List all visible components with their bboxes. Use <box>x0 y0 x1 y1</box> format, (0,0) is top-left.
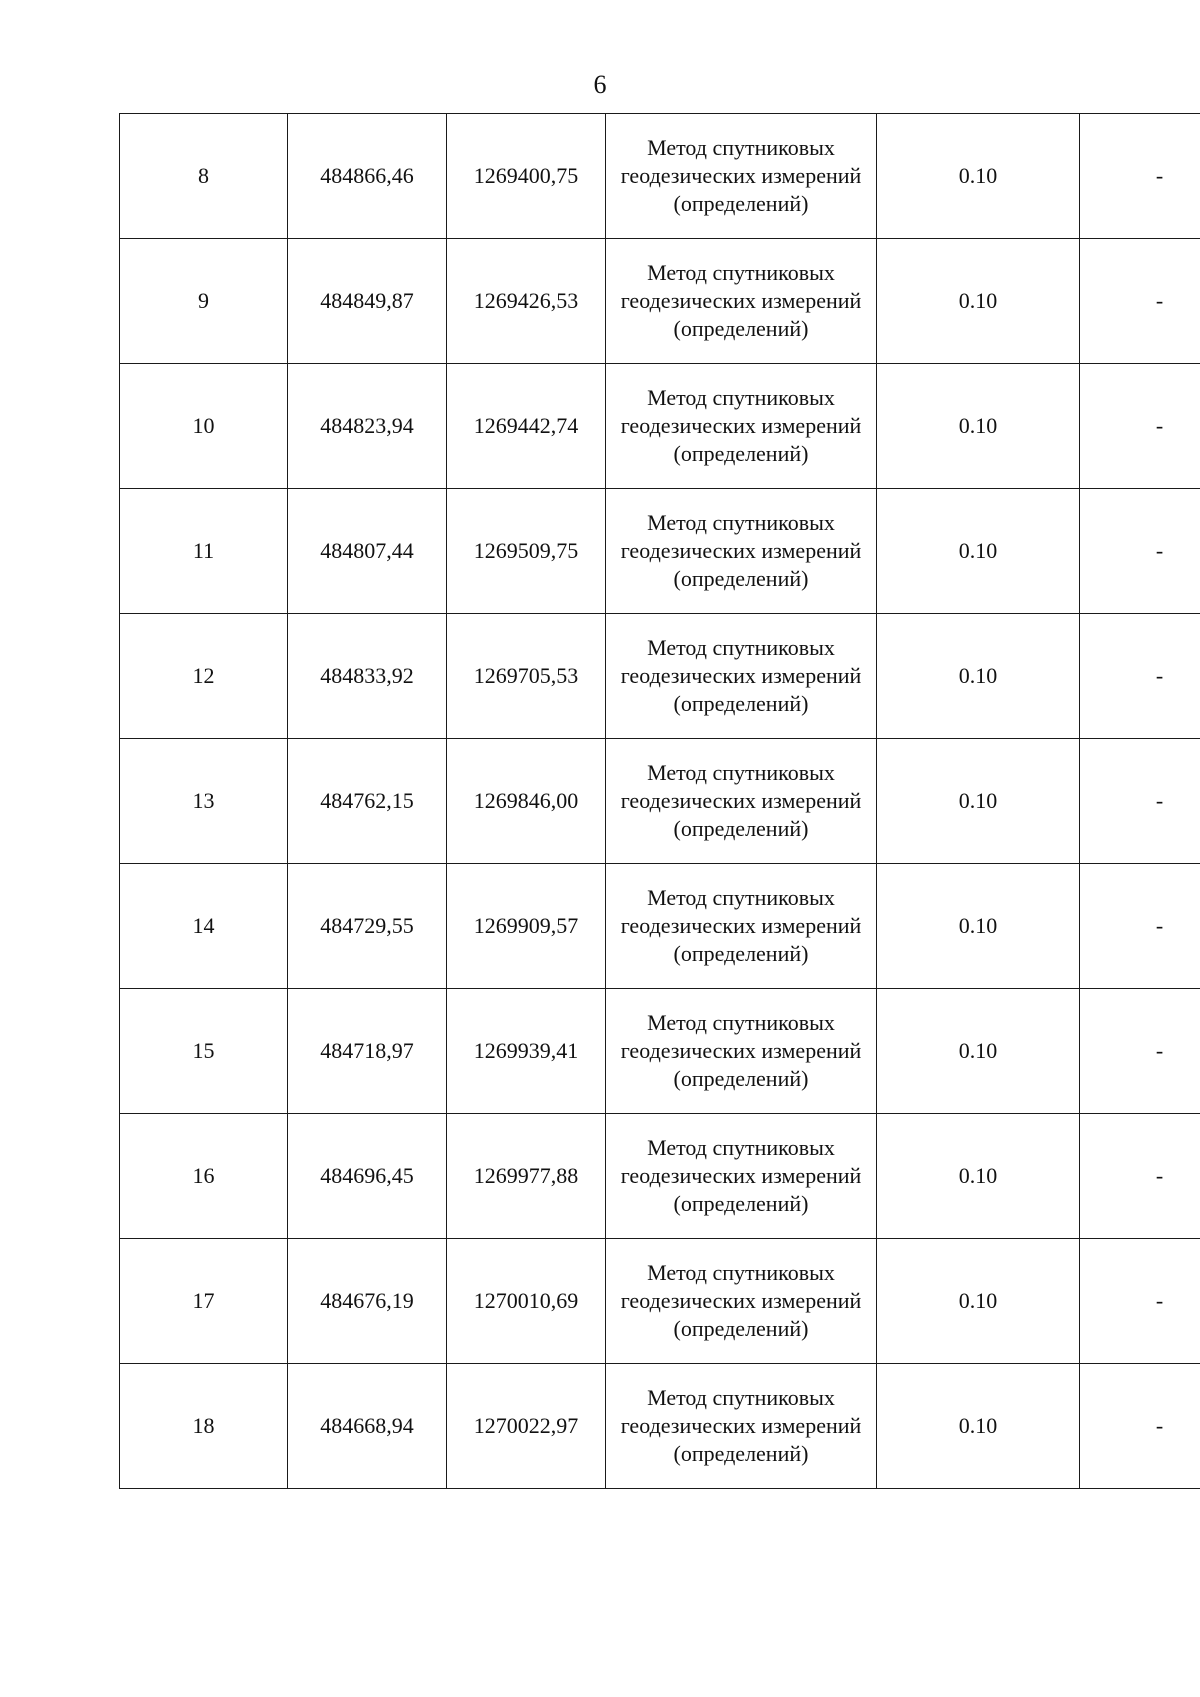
point-number-cell: 13 <box>120 739 288 864</box>
coordinate-y-cell: 1270010,69 <box>447 1239 606 1364</box>
table-row <box>120 364 1200 489</box>
accuracy-cell: 0.10 <box>877 114 1080 239</box>
accuracy-cell: 0.10 <box>877 739 1080 864</box>
accuracy-cell: 0.10 <box>877 989 1080 1114</box>
coordinate-y-cell: 1269442,74 <box>447 364 606 489</box>
table-body <box>120 114 1200 1489</box>
table-row <box>120 489 1200 614</box>
description-cell: - <box>1080 739 1200 864</box>
table-row <box>120 1114 1200 1239</box>
coordinates-table <box>119 113 1200 1489</box>
accuracy-cell: 0.10 <box>877 864 1080 989</box>
point-number-cell: 8 <box>120 114 288 239</box>
method-cell: Метод спутниковых геодезических измерений (определений) <box>606 114 877 239</box>
point-number-cell: 18 <box>120 1364 288 1489</box>
description-cell: - <box>1080 364 1200 489</box>
coordinate-x-cell: 484866,46 <box>288 114 447 239</box>
point-number-cell: 11 <box>120 489 288 614</box>
coordinate-y-cell: 1269400,75 <box>447 114 606 239</box>
method-cell: Метод спутниковых геодезических измерений (определений) <box>606 864 877 989</box>
table-row <box>120 864 1200 989</box>
method-cell: Метод спутниковых геодезических измерений (определений) <box>606 489 877 614</box>
coordinate-x-cell: 484729,55 <box>288 864 447 989</box>
method-cell: Метод спутниковых геодезических измерений (определений) <box>606 614 877 739</box>
description-cell: - <box>1080 1114 1200 1239</box>
description-cell: - <box>1080 614 1200 739</box>
table-row <box>120 239 1200 364</box>
coordinate-x-cell: 484676,19 <box>288 1239 447 1364</box>
table-row <box>120 614 1200 739</box>
coordinate-x-cell: 484668,94 <box>288 1364 447 1489</box>
table-row <box>120 114 1200 239</box>
accuracy-cell: 0.10 <box>877 239 1080 364</box>
table-row <box>120 1239 1200 1364</box>
coordinate-x-cell: 484696,45 <box>288 1114 447 1239</box>
coordinate-y-cell: 1270022,97 <box>447 1364 606 1489</box>
coordinate-y-cell: 1269509,75 <box>447 489 606 614</box>
point-number-cell: 16 <box>120 1114 288 1239</box>
coordinate-x-cell: 484762,15 <box>288 739 447 864</box>
coordinate-x-cell: 484807,44 <box>288 489 447 614</box>
accuracy-cell: 0.10 <box>877 364 1080 489</box>
coordinate-y-cell: 1269705,53 <box>447 614 606 739</box>
table-row <box>120 739 1200 864</box>
coordinate-x-cell: 484823,94 <box>288 364 447 489</box>
method-cell: Метод спутниковых геодезических измерений (определений) <box>606 1114 877 1239</box>
method-cell: Метод спутниковых геодезических измерений (определений) <box>606 1239 877 1364</box>
accuracy-cell: 0.10 <box>877 489 1080 614</box>
accuracy-cell: 0.10 <box>877 1239 1080 1364</box>
coordinate-x-cell: 484833,92 <box>288 614 447 739</box>
coordinate-x-cell: 484849,87 <box>288 239 447 364</box>
point-number-cell: 10 <box>120 364 288 489</box>
description-cell: - <box>1080 864 1200 989</box>
coordinate-x-cell: 484718,97 <box>288 989 447 1114</box>
coordinate-y-cell: 1269426,53 <box>447 239 606 364</box>
description-cell: - <box>1080 114 1200 239</box>
description-cell: - <box>1080 1364 1200 1489</box>
accuracy-cell: 0.10 <box>877 1114 1080 1239</box>
coordinate-y-cell: 1269939,41 <box>447 989 606 1114</box>
page-number: 6 <box>593 70 607 99</box>
coordinate-y-cell: 1269846,00 <box>447 739 606 864</box>
point-number-cell: 12 <box>120 614 288 739</box>
method-cell: Метод спутниковых геодезических измерений (определений) <box>606 239 877 364</box>
description-cell: - <box>1080 489 1200 614</box>
accuracy-cell: 0.10 <box>877 614 1080 739</box>
method-cell: Метод спутниковых геодезических измерений (определений) <box>606 364 877 489</box>
table-row <box>120 989 1200 1114</box>
point-number-cell: 15 <box>120 989 288 1114</box>
method-cell: Метод спутниковых геодезических измерений (определений) <box>606 1364 877 1489</box>
point-number-cell: 17 <box>120 1239 288 1364</box>
table-row <box>120 1364 1200 1489</box>
description-cell: - <box>1080 239 1200 364</box>
coordinate-y-cell: 1269909,57 <box>447 864 606 989</box>
point-number-cell: 14 <box>120 864 288 989</box>
coordinate-y-cell: 1269977,88 <box>447 1114 606 1239</box>
point-number-cell: 9 <box>120 239 288 364</box>
description-cell: - <box>1080 1239 1200 1364</box>
description-cell: - <box>1080 989 1200 1114</box>
method-cell: Метод спутниковых геодезических измерений (определений) <box>606 739 877 864</box>
accuracy-cell: 0.10 <box>877 1364 1080 1489</box>
method-cell: Метод спутниковых геодезических измерений (определений) <box>606 989 877 1114</box>
